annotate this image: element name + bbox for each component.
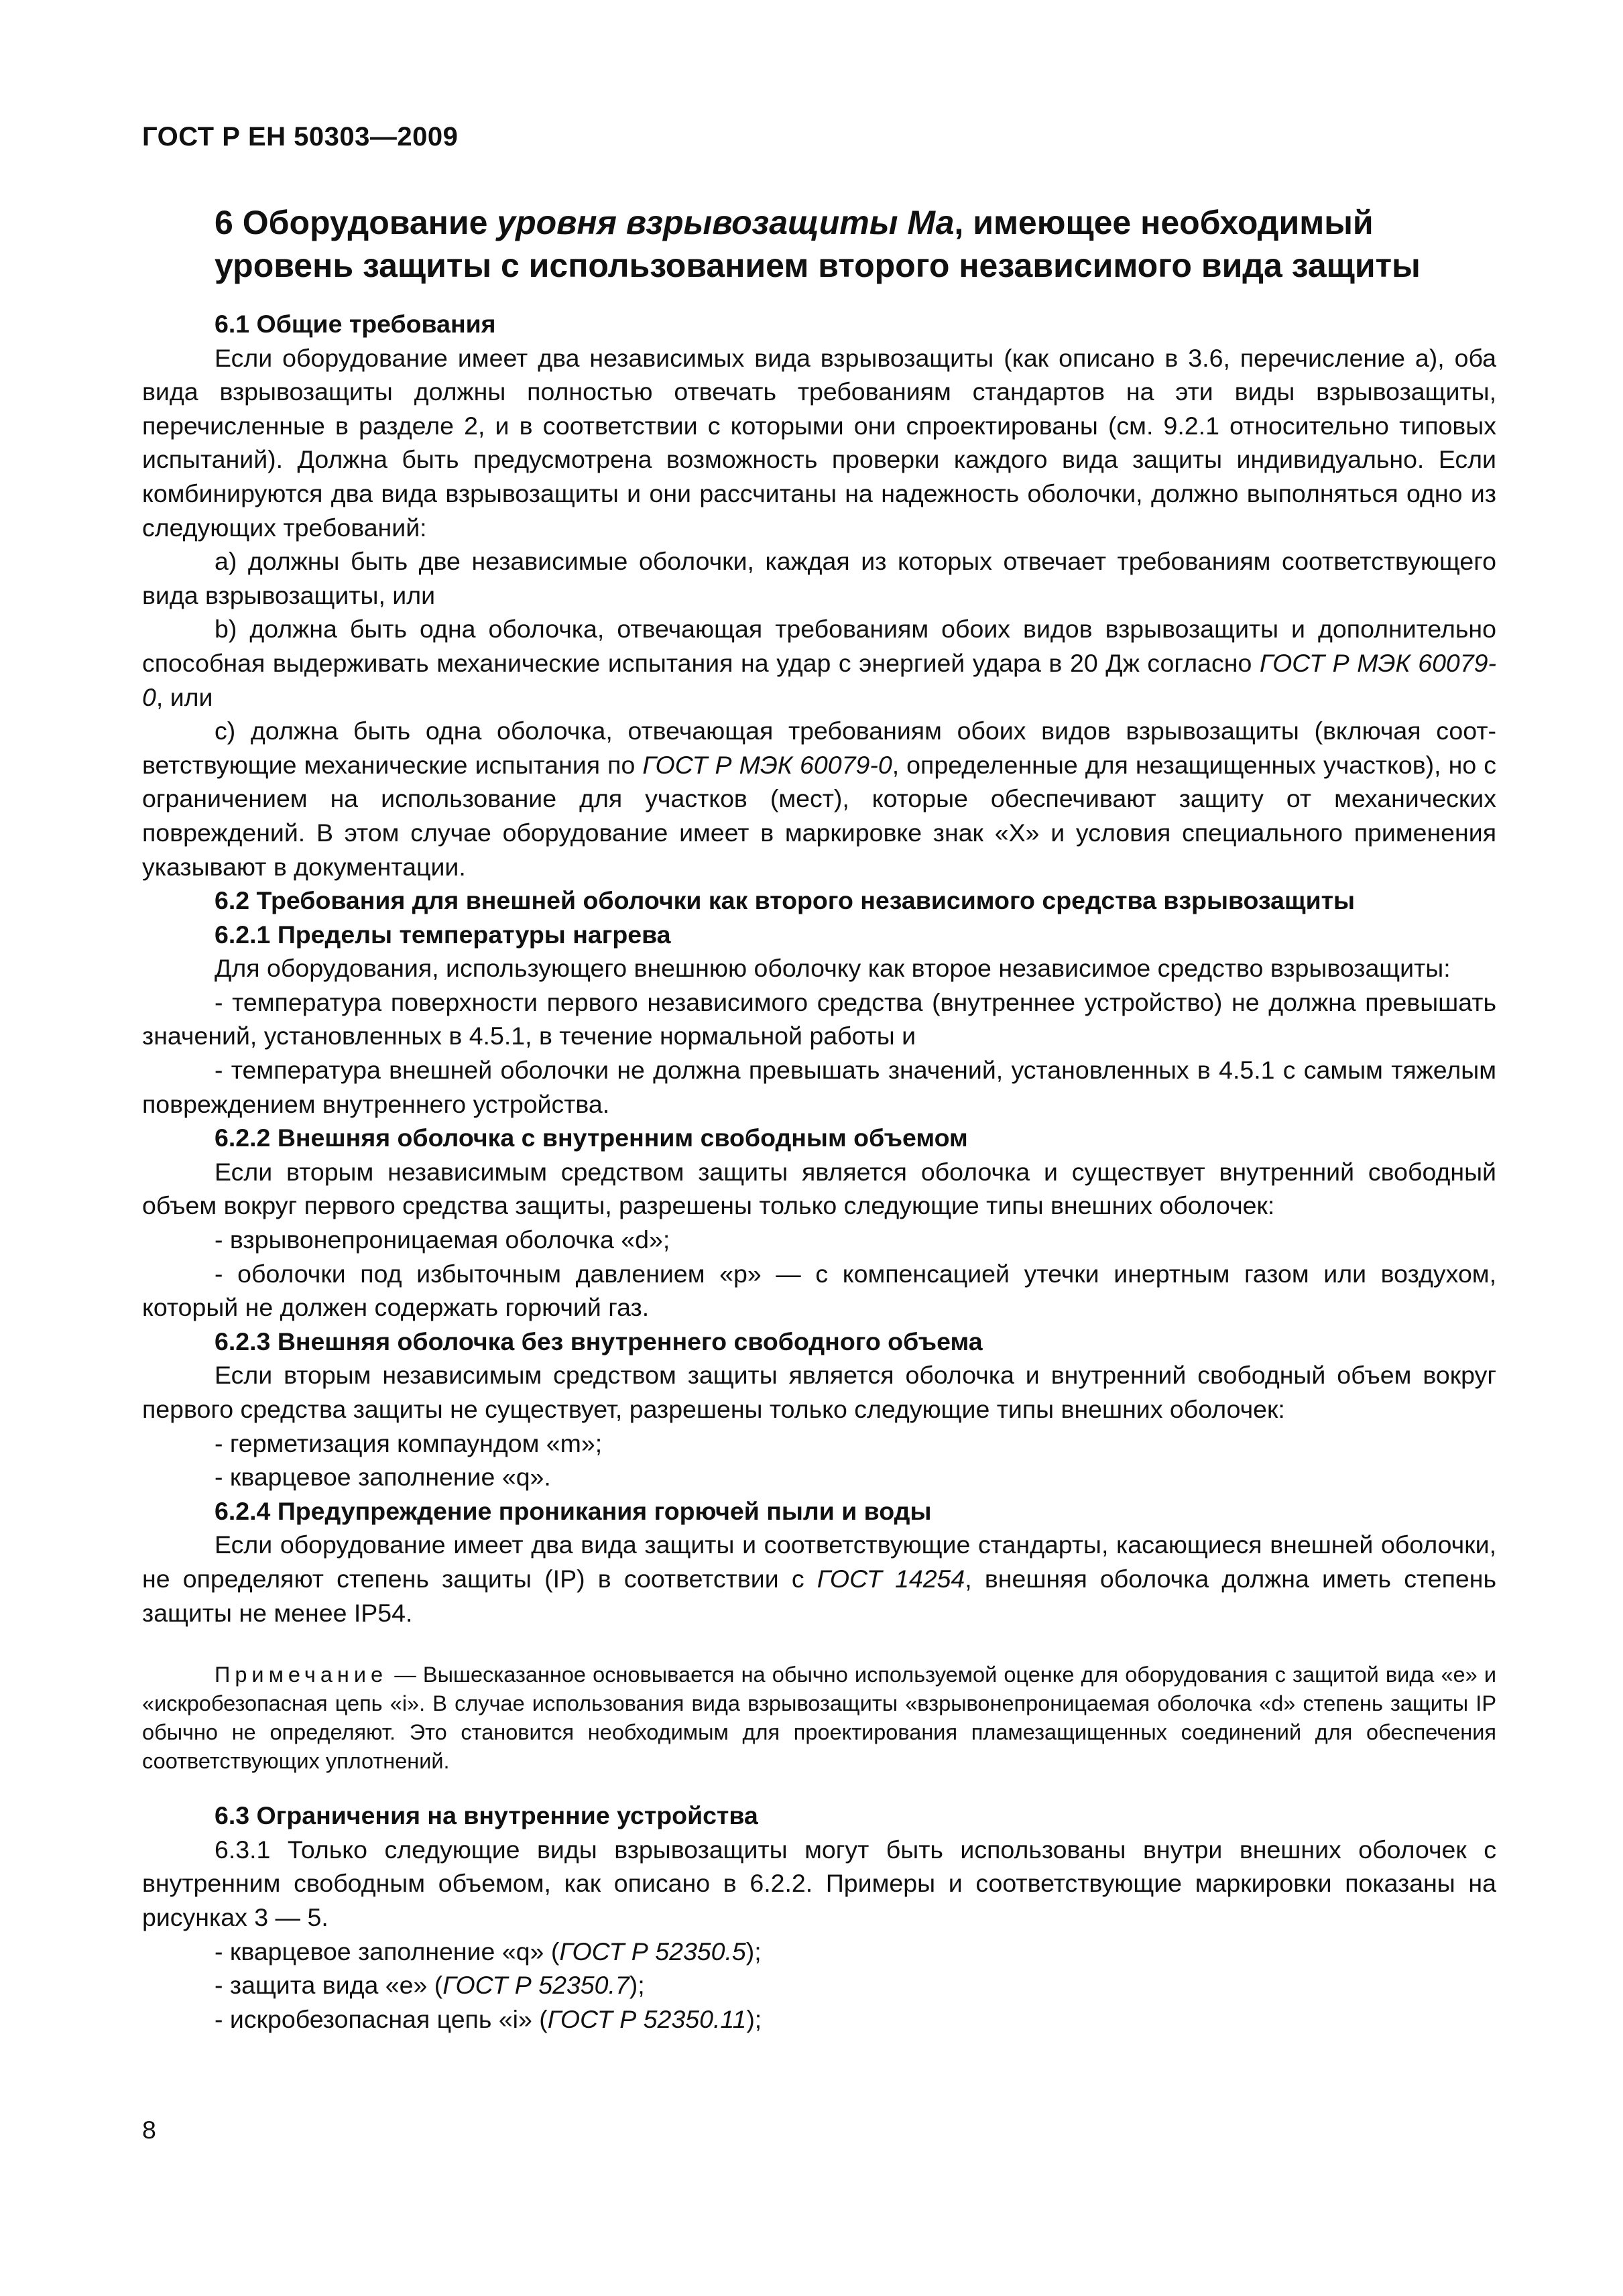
text-fragment: с) должна быть одна оболочка, отвечающая требованиям обоих видов взрывозащиты (включая соответствующие механические испытания по [142,717,1496,779]
subsection-heading-6-2-1: 6.2.1 Пределы температуры нагрева [215,920,671,949]
list-item: - герметизация компаундом «m»; [215,1429,603,1457]
standard-reference: ГОСТ Р МЭК 60079-0 [142,648,1496,711]
section-title-term: уровня взрывозащиты Ма [497,204,955,241]
list-item-b [142,612,1496,714]
standard-reference: ГОСТ Р 52350.5 [559,1937,746,1966]
standard-reference: ГОСТ Р 52350.11 [547,2004,747,2033]
text-fragment: ); [629,1971,645,2000]
list-item [142,1935,1496,1969]
section-title-part: 6 Оборудование [215,204,497,241]
subsection-heading-6-3: 6.3 Ограничения на внутренние устройства [215,1801,758,1830]
text-fragment: , определенные для незащищенных участков), но с ограничением на использование для участков (мест), которые обеспечивают защиту от механических повреждений. В этом случае оборудование имеет в маркировке знак «X» и условия специального применения указывают в документации. [142,750,1497,881]
section-title [215,201,1488,287]
list-item: - оболочки под избыточным давлением «р» — с компенсацией утечки инертным газом или воздухом, который не должен содержать горючий газ. [142,1259,1496,1322]
page-number: 8 [142,2116,156,2144]
subsection-heading-6-2-2: 6.2.2 Внешняя оболочка с внутренним свободным объемом [215,1124,968,1152]
page-header: ГОСТ Р ЕН 50303—2009 [142,122,459,152]
list-item [142,1968,1496,2002]
text-fragment: Если оборудование имеет два вида защиты и соответствующие стандарты, касающиеся внешней оболочки, не определяют степень защиты (IP) в соответствии с [142,1530,1496,1593]
standard-reference: ГОСТ Р МЭК 60079-0 [642,750,892,779]
list-item: - взрывонепроницаемая оболочка «d»; [215,1225,670,1254]
standard-reference: ГОСТ 14254 [817,1564,965,1593]
subsection-heading-6-2-4: 6.2.4 Предупреждение проникания горючей пыли и воды [215,1496,932,1525]
list-item [142,2002,1496,2037]
text-fragment: ); [745,1937,762,1966]
paragraph: Если вторым независимым средством защиты является оболочка и внутренний свободный объем вокруг первого средства защиты не существует, разрешены только следующие типы внешних оболочек: [142,1361,1496,1423]
paragraph: Для оборудования, использующего внешнюю оболочку как второе независимое средство взрывозащиты: [215,954,1451,983]
standard-reference: ГОСТ Р 52350.7 [442,1971,629,2000]
text-fragment: - защита вида «е» ( [215,1971,443,2000]
note-text [142,1660,1496,1776]
subsection-heading-6-2-3: 6.2.3 Внешняя оболочка без внутреннего свободного объема [215,1327,983,1355]
text-fragment: - искробезопасная цепь «i» ( [215,2004,548,2033]
paragraph: 6.3.1 Только следующие виды взрывозащиты могут быть использованы внутри внешних оболочек с внутренним свободным объемом, как описано в 6.2.2. Примеры и соответствующие маркировки показаны на рисунках 3 — 5. [142,1835,1496,1931]
text-fragment: b) должна быть одна оболочка, отвечающая требованиям обоих видов взрывозащиты и дополнительно способная выдерживать механические испытания на удар с энергией удара в 20 Дж согласно [142,615,1496,677]
subsection-heading-6-2: 6.2 Требования для внешней оболочки как второго независимого средства взрывозащиты [215,886,1356,915]
paragraph: Если оборудование имеет два независимых вида взрывозащиты (как описано в 3.6, перечисление а), оба вида взрывозащиты должны полностью отвечать требованиям стандартов на эти виды взрывозащиты, перечисленные в разделе 2, и в соответствии с которыми они спроектированы (см. 9.2.1 относительно типовых испытаний). Должна быть предусмотрена возможность проверки каждого вида защиты индивидуально. Если комбинируются два вида взрывозащиты и они рассчитаны на надежность оболочки, должно выполняться одно из следующих требований: [142,343,1496,542]
list-item: - кварцевое заполнение «q». [215,1463,551,1492]
list-item: - температура поверхности первого независимого средства (внутреннее устройство) не должна превышать значений, установленных в 4.5.1, в течение нормальной работы и [142,987,1496,1050]
list-item-c [142,714,1496,884]
text-fragment: ); [746,2004,762,2033]
subsection-heading-6-1: 6.1 Общие требования [215,310,496,338]
text-fragment: , внешняя оболочка должна иметь степень защиты не менее IP54. [142,1564,1497,1627]
section-title-part: , имеющее необходимый уровень защиты с использованием второго независимого вида защиты [215,204,1421,284]
note-label: Примечание [215,1663,388,1687]
text-fragment: , или [156,682,213,711]
paragraph [142,1528,1496,1630]
list-item-a: а) должны быть две независимые оболочки, каждая из которых отвечает требованиям соответствующего вида взрывозащиты, или [142,547,1496,609]
main-content [142,307,1496,2036]
text-fragment: - кварцевое заполнение «q» ( [215,1937,560,1966]
note-body: — Вышесказанное основывается на обычно используемой оценке для оборудования с защитой вида «е» и «искробезопасная цепь «i». В случае использования вида взрывозащиты «взрывонепроницаемая оболочка «d» степень защиты IP обычно не определяют. Это становится необходимым для проектирования пламезащищенных соединений для обеспечения соответствующих уплотнений. [142,1663,1496,1774]
paragraph: Если вторым независимым средством защиты является оболочка и существует внутренний свободный объем вокруг первого средства защиты, разрешены только следующие типы внешних оболочек: [142,1157,1496,1220]
note-block [142,1660,1496,1776]
list-item: - температура внешней оболочки не должна превышать значений, установленных в 4.5.1 с самым тяжелым повреждением внутреннего устройства. [142,1056,1496,1118]
